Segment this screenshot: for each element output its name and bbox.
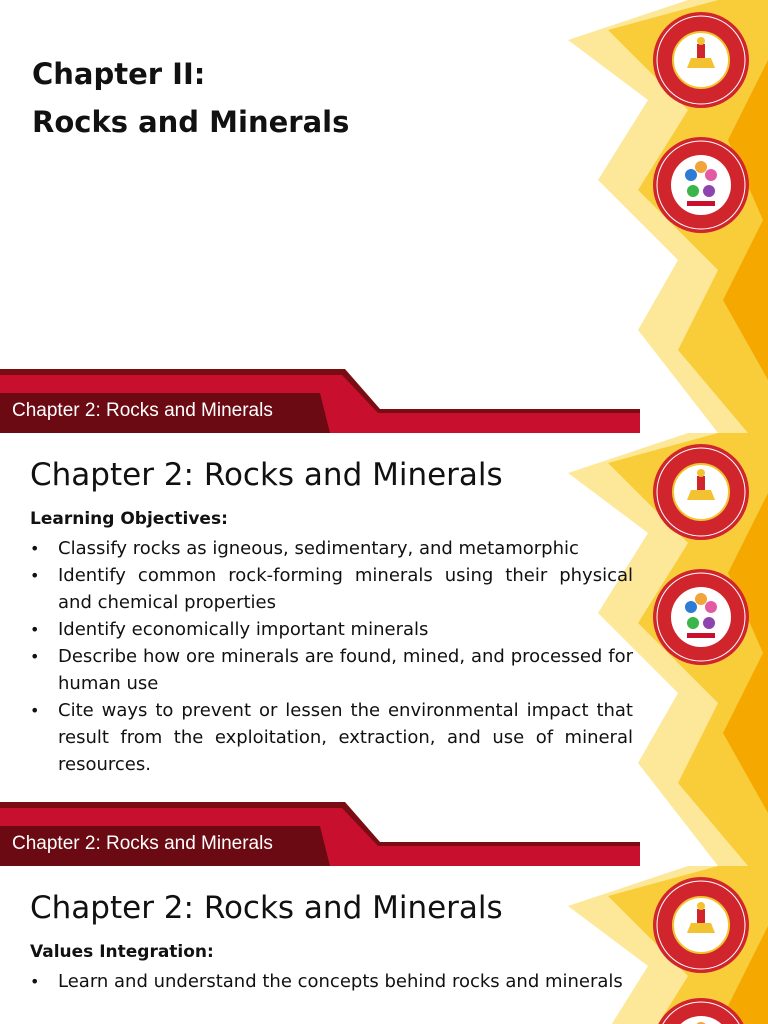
slide-heading: Chapter 2: Rocks and Minerals xyxy=(30,890,503,926)
title-line-2: Rocks and Minerals xyxy=(32,105,350,139)
college-seal-logo xyxy=(651,875,751,975)
department-seal-logo xyxy=(651,135,751,235)
list-item: • Identify economically important minerals xyxy=(30,616,633,643)
slide-title xyxy=(0,0,768,433)
values-integration-label: Values Integration: xyxy=(30,942,214,962)
slide-learning-objectives xyxy=(0,433,768,866)
objectives-list xyxy=(30,535,633,778)
banner-text: Chapter 2: Rocks and Minerals xyxy=(12,833,273,854)
college-seal-logo xyxy=(651,10,751,110)
title-line-1: Chapter II: xyxy=(32,57,206,91)
list-item: • Identify common rock-forming minerals using their physical and chemical properties xyxy=(30,562,633,616)
list-item: • Cite ways to prevent or lessen the environmental impact that result from the exploitation, extraction, and use of mineral resources. xyxy=(30,697,633,778)
list-item: • Classify rocks as igneous, sedimentary, and metamorphic xyxy=(30,535,633,562)
learning-objectives-label: Learning Objectives: xyxy=(30,509,228,529)
banner-text: Chapter 2: Rocks and Minerals xyxy=(12,400,273,421)
values-list xyxy=(30,968,633,995)
list-item: • Learn and understand the concepts behind rocks and minerals xyxy=(30,968,633,995)
college-seal-logo xyxy=(651,442,751,542)
slide-values-integration xyxy=(0,866,768,1024)
list-item: • Describe how ore minerals are found, mined, and processed for human use xyxy=(30,643,633,697)
department-seal-logo xyxy=(651,567,751,667)
department-seal-logo xyxy=(651,996,751,1024)
chapter-banner xyxy=(0,353,640,433)
slide-title-text xyxy=(32,50,349,146)
slide-heading: Chapter 2: Rocks and Minerals xyxy=(30,457,503,493)
chapter-banner xyxy=(0,786,640,866)
